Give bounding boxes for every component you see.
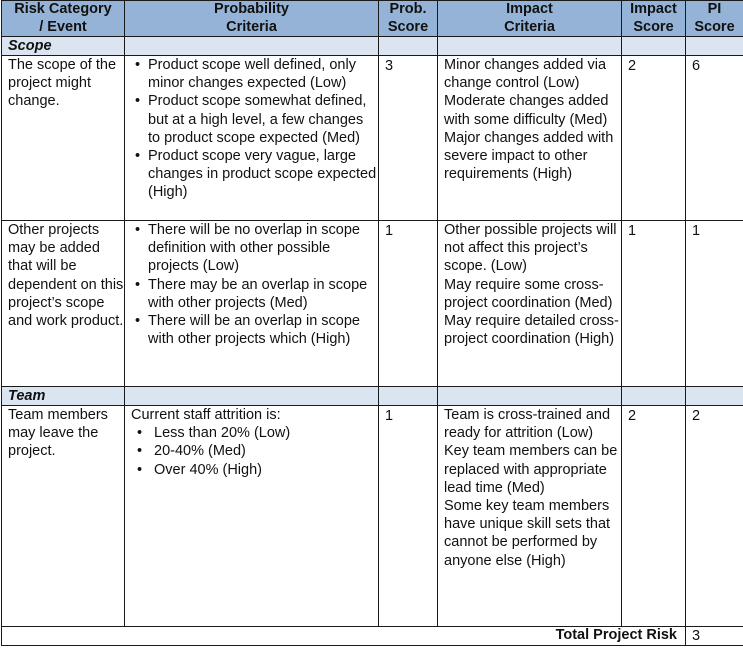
impact-item: Other possible projects will not affect this project’s scope. (Low) bbox=[444, 222, 617, 275]
impact-item: May require detailed cross-project coordination (High) bbox=[444, 313, 619, 348]
header-impact-score bbox=[622, 1, 686, 37]
category-label: Team bbox=[2, 387, 125, 406]
total-value: 3 bbox=[686, 627, 743, 646]
probability-intro: Current staff attrition is: bbox=[131, 407, 281, 423]
prob-score: 1 bbox=[379, 221, 438, 387]
header-probability-criteria bbox=[125, 1, 379, 37]
header-text: Prob. bbox=[389, 1, 427, 17]
header-risk-category bbox=[2, 1, 125, 37]
header-text: Score bbox=[387, 18, 429, 35]
risk-assessment-table bbox=[1, 0, 743, 646]
total-label: Total Project Risk bbox=[2, 627, 686, 646]
impact-item: Minor changes added via change control (Low) bbox=[444, 57, 607, 92]
prob-score: 1 bbox=[379, 406, 438, 627]
list-item: • Over 40% (High) bbox=[154, 461, 378, 479]
header-text: PI bbox=[707, 1, 722, 17]
pi-score: 2 bbox=[686, 406, 743, 627]
empty-cell bbox=[438, 37, 622, 56]
risk-event: Other projects may be added that will be dependent on this project’s scope and work product. bbox=[2, 221, 125, 387]
risk-event: The scope of the project might change. bbox=[2, 56, 125, 221]
empty-cell bbox=[622, 37, 686, 56]
list-item: • Product scope well defined, only minor changes expected (Low) bbox=[148, 56, 378, 92]
prob-score: 3 bbox=[379, 56, 438, 221]
list-item: • Product scope very vague, large changes in product scope expected (High) bbox=[148, 147, 378, 202]
empty-cell bbox=[125, 387, 379, 406]
probability-list bbox=[131, 424, 378, 479]
list-item: • There may be an overlap in scope with other projects (Med) bbox=[148, 276, 378, 312]
category-label: Scope bbox=[2, 37, 125, 56]
empty-cell bbox=[686, 387, 743, 406]
probability-criteria bbox=[125, 406, 379, 627]
impact-criteria bbox=[438, 406, 622, 627]
impact-item: May require some cross-project coordination (Med) bbox=[444, 276, 613, 311]
impact-item: Moderate changes added with some difficulty (Med) bbox=[444, 93, 609, 128]
header-prob-score bbox=[379, 1, 438, 37]
empty-cell bbox=[438, 387, 622, 406]
header-impact-criteria bbox=[438, 1, 622, 37]
category-row-scope bbox=[2, 37, 743, 56]
impact-criteria bbox=[438, 221, 622, 387]
total-row bbox=[2, 627, 743, 646]
probability-list bbox=[131, 56, 378, 202]
impact-item: Some key team members have unique skill sets that cannot be performed by anyone else (High) bbox=[444, 498, 611, 569]
pi-score: 1 bbox=[686, 221, 743, 387]
probability-criteria bbox=[125, 221, 379, 387]
empty-cell bbox=[379, 387, 438, 406]
probability-criteria bbox=[125, 56, 379, 221]
impact-item: Team is cross-trained and ready for attrition (Low) bbox=[444, 407, 611, 442]
header-text: Impact bbox=[506, 1, 553, 17]
list-item: • There will be an overlap in scope with other projects which (High) bbox=[148, 312, 378, 348]
list-item: • Less than 20% (Low) bbox=[154, 424, 378, 442]
impact-score: 1 bbox=[622, 221, 686, 387]
empty-cell bbox=[379, 37, 438, 56]
empty-cell bbox=[622, 387, 686, 406]
header-text: Impact bbox=[630, 1, 677, 17]
header-text: Criteria bbox=[504, 18, 555, 35]
impact-item: Key team members can be replaced with appropriate lead time (Med) bbox=[444, 443, 618, 496]
header-text: Score bbox=[694, 18, 735, 35]
table-row bbox=[2, 406, 743, 627]
header-text: Score bbox=[633, 18, 674, 35]
header-text: Criteria bbox=[226, 18, 277, 35]
risk-event: Team members may leave the project. bbox=[2, 406, 125, 627]
impact-criteria bbox=[438, 56, 622, 221]
header-text: Risk Category bbox=[14, 1, 112, 17]
table-row bbox=[2, 56, 743, 221]
impact-item: Major changes added with severe impact to other requirements (High) bbox=[444, 129, 614, 183]
list-item: • Product scope somewhat defined, but at a high level, a few changes to product scope expected (Med) bbox=[148, 92, 378, 147]
probability-list bbox=[131, 221, 378, 348]
empty-cell bbox=[125, 37, 379, 56]
table-row bbox=[2, 221, 743, 387]
list-item: • There will be no overlap in scope definition with other possible projects (Low) bbox=[148, 221, 378, 276]
header-pi-score bbox=[686, 1, 743, 37]
category-row-team bbox=[2, 387, 743, 406]
header-row bbox=[2, 1, 743, 37]
list-item: • 20-40% (Med) bbox=[154, 442, 378, 460]
header-text: Probability bbox=[214, 1, 289, 17]
pi-score: 6 bbox=[686, 56, 743, 221]
impact-score: 2 bbox=[622, 56, 686, 221]
header-text: / Event bbox=[39, 18, 87, 35]
impact-score: 2 bbox=[622, 406, 686, 627]
empty-cell bbox=[686, 37, 743, 56]
